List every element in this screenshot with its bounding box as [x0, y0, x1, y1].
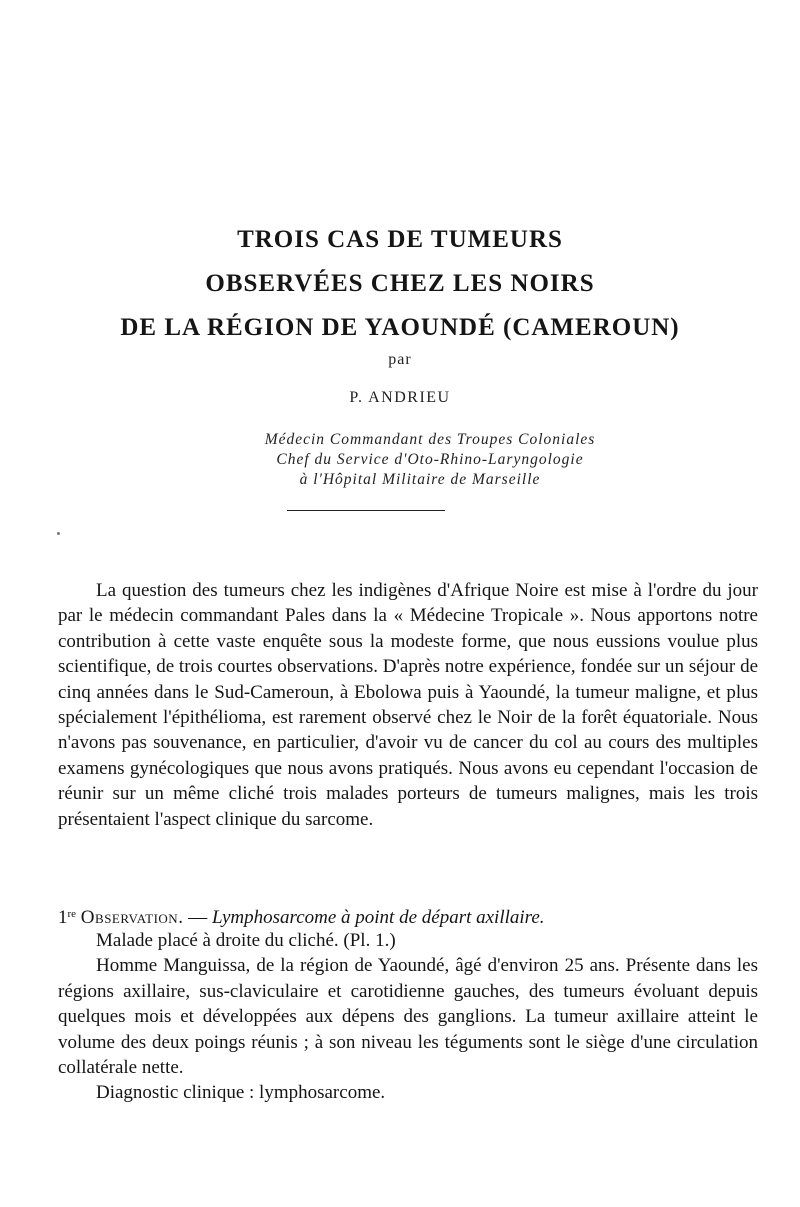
- observation-1-paragraph-1: Malade placé à droite du cliché. (Pl. 1.): [96, 930, 396, 951]
- affiliation-line-3: à l'Hôpital Militaire de Marseille: [299, 471, 541, 488]
- author-affiliation: [0, 430, 800, 490]
- observation-label: Observation.: [80, 907, 184, 928]
- title-line-1: TROIS CAS DE TUMEURS: [237, 226, 563, 253]
- title-line-2: OBSERVÉES CHEZ LES NOIRS: [205, 270, 595, 297]
- affiliation-line-1: Médecin Commandant des Troupes Coloniales: [264, 431, 596, 448]
- observation-number-suffix: re: [67, 908, 77, 920]
- observation-number: 1: [58, 907, 68, 928]
- title-line-3: DE LA RÉGION DE YAOUNDÉ (CAMEROUN): [120, 314, 680, 341]
- affiliation-line-2: Chef du Service d'Oto-Rhino-Laryngologie: [276, 451, 584, 468]
- intro-paragraph: La question des tumeurs chez les indigènes d'Afrique Noire est mise à l'ordre du jour par le médecin commandant Pales dans la « Médecine Tropicale ». Nous apportons notre contribution à cette vaste enquête sous la modeste forme, que nous eussions voulue plus scientifique, de trois courtes observations. D'après notre expérience, fondée sur un séjour de cinq années dans le Sud-Cameroun, à Ebolowa puis à Yaoundé, la tumeur maligne, et plus spécialement l'épithélioma, est rarement observé chez le Noir de la forêt équatoriale. Nous n'avons pas souvenance, en particulier, d'avoir vu de cancer du col au cours des multiples examens gynécologiques que nous avons pratiqués. Nous avons eu cependant l'occasion de réunir sur un même cliché trois malades porteurs de tumeurs malignes, mais les trois présentaient l'aspect clinique du sarcome.: [58, 580, 758, 830]
- observation-dash: —: [183, 907, 212, 928]
- observation-1-paragraph-2: Homme Manguissa, de la région de Yaoundé, âgé d'environ 25 ans. Présente dans les régions axillaire, sus-claviculaire et carotidienne gauches, des tumeurs évoluant depuis quelques mois et développées aux dépens des ganglions. La tumeur axillaire atteint le volume des deux poings réunis ; à son niveau les téguments sont le siège d'une circulation collatérale nette.: [58, 955, 758, 1079]
- author-name: P. ANDRIEU: [349, 389, 451, 406]
- speck-mark: [57, 532, 60, 535]
- byline-par: par: [388, 351, 412, 368]
- observation-1-body: [58, 928, 758, 1106]
- observation-1-paragraph-3: Diagnostic clinique : lymphosarcome.: [96, 1082, 386, 1104]
- observation-1-heading: [58, 902, 758, 930]
- observation-subtitle: Lymphosarcome à point de départ axillaire.: [211, 907, 545, 928]
- article-title: [0, 218, 800, 350]
- title-divider: [287, 510, 445, 511]
- intro-section: [58, 578, 758, 832]
